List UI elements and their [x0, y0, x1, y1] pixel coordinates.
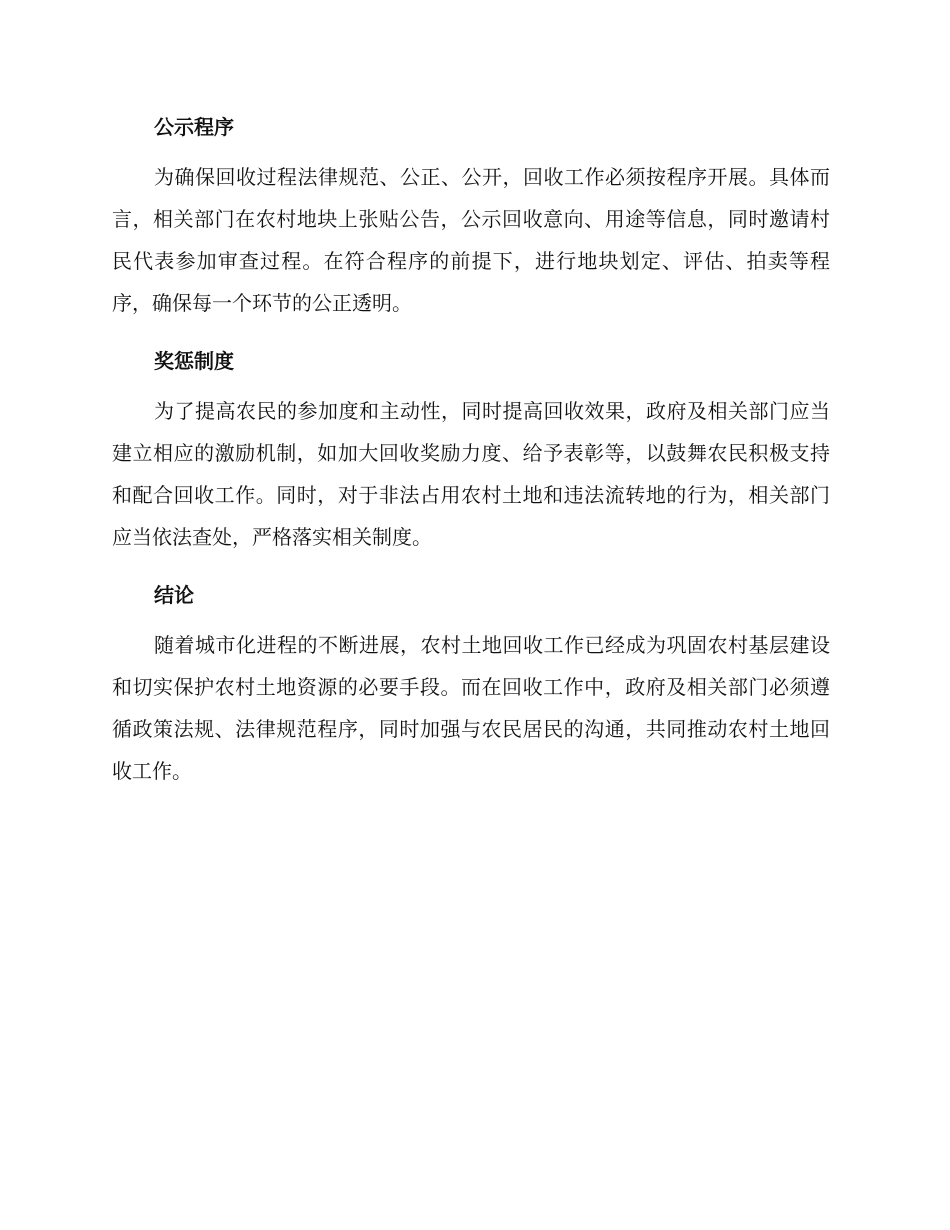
section-heading: 结论: [154, 583, 194, 607]
section-paragraph: 为确保回收过程法律规范、公正、公开，回收工作必须按程序开展。具体而言，相关部门在农村地块上张贴公告，公示回收意向、用途等信息，同时邀请村民代表参加审查过程。在符合程序的前提下，进行地块划定、评估、拍卖等程序，确保每一个环节的公正透明。: [112, 165, 830, 315]
section-paragraph: 随着城市化进程的不断进展，农村土地回收工作已经成为巩固农村基层建设和切实保护农村土地资源的必要手段。而在回收工作中，政府及相关部门必须遵循政策法规、法律规范程序，同时加强与农民居民的沟通，共同推动农村土地回收工作。: [112, 633, 830, 783]
section-paragraph: 为了提高农民的参加度和主动性，同时提高回收效果，政府及相关部门应当建立相应的激励机制，如加大回收奖励力度、给予表彰等，以鼓舞农民积极支持和配合回收工作。同时，对于非法占用农村土地和违法流转地的行为，相关部门应当依法查处，严格落实相关制度。: [112, 399, 830, 549]
section-publicity-procedure: [112, 108, 830, 324]
section-heading: 奖惩制度: [154, 349, 234, 373]
section-conclusion: [112, 576, 830, 792]
section-heading: 公示程序: [154, 115, 234, 139]
document-content: [112, 108, 830, 810]
section-reward-penalty-system: [112, 342, 830, 558]
